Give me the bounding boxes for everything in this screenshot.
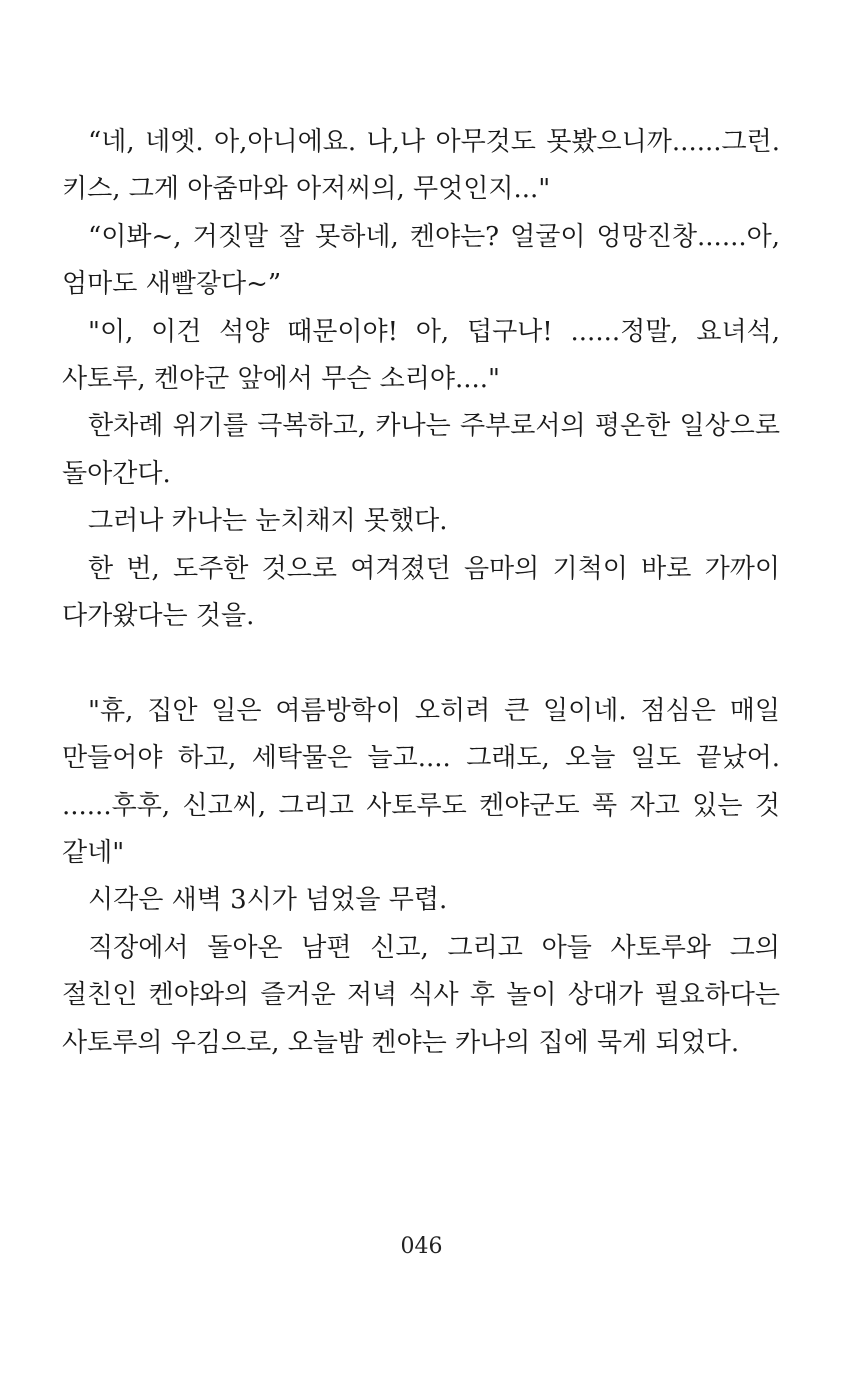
page-text-body (62, 119, 780, 1067)
paragraph-6: 한 번, 도주한 것으로 여겨졌던 음마의 기척이 바로 가까이 다가왔다는 것을. (62, 553, 780, 632)
section-break (62, 640, 780, 687)
paragraph-2: “이봐~, 거짓말 잘 못하네, 켄야는? 얼굴이 엉망진창......아, 엄마도 새빨갛다~” (62, 221, 780, 300)
paragraph-3: "이, 이건 석양 때문이야! 아, 덥구나! ......정말, 요녀석, 사토루, 켄야군 앞에서 무슨 소리야...." (62, 316, 780, 395)
paragraph-5: 그러나 카나는 눈치채지 못했다. (88, 506, 448, 537)
paragraph-7: "휴, 집안 일은 여름방학이 오히려 큰 일이네. 점심은 매일 만들어야 하고, 세탁물은 늘고.... 그래도, 오늘 일도 끝났어. ......후후, 신고씨, 그리고 사토루도 켄야군도 푹 자고 있는 것 같네" (62, 695, 780, 869)
paragraph-9: 직장에서 돌아온 남편 신고, 그리고 아들 사토루와 그의 절친인 켄야와의 즐거운 저녁 식사 후 놀이 상대가 필요하다는 사토루의 우김으로, 오늘밤 켄야는 카나의 집에 묵게 되었다. (62, 932, 780, 1058)
paragraph-8: 시각은 새벽 3시가 넘었을 무렵. (88, 885, 448, 916)
paragraph-4: 한차례 위기를 극복하고, 카나는 주부로서의 평온한 일상으로 돌아간다. (62, 411, 780, 489)
page-number: 046 (400, 1234, 443, 1259)
paragraph-1: “네, 네엣. 아,아니에요. 나,나 아무것도 못봤으니까......그런. 키스, 그게 아줌마와 아저씨의, 무엇인지..." (62, 127, 780, 205)
